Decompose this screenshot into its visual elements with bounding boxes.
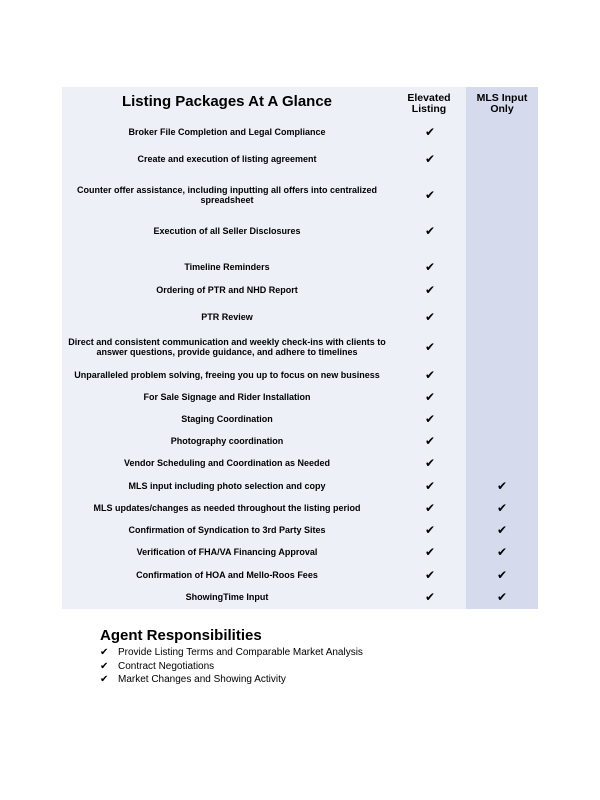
check-icon: ✔ [424,368,436,382]
table-title: Listing Packages At A Glance [121,93,333,110]
table-row [62,563,538,587]
agent-responsibility-item [100,646,500,660]
table-row [62,407,538,431]
row-label: MLS input including photo selection and copy [128,480,326,491]
row-label: Unparalleled problem solving, freeing you up to focus on new business [74,369,380,380]
agent-responsibility-text: Provide Listing Terms and Comparable Market Analysis [118,647,363,658]
agent-responsibilities [100,627,500,687]
table-row [62,451,538,475]
check-icon: ✔ [424,340,436,354]
check-icon: ✔ [424,188,436,202]
check-icon: ✔ [496,501,508,515]
check-icon: ✔ [424,125,436,139]
row-label: Direct and consistent communication and weekly check-ins with clients to answer questions, provide guidance, and adhere to timelines [68,336,386,357]
table-row [62,540,538,564]
row-label: MLS updates/changes as needed throughout the listing period [93,502,361,513]
row-label: Counter offer assistance, including inputting all offers into centralized spreadsheet [76,184,378,205]
table-row [62,255,538,279]
agent-responsibility-item [100,660,500,674]
table-row [62,120,538,144]
agent-responsibility-text: Contract Negotiations [118,660,215,672]
row-label: Vendor Scheduling and Coordination as Needed [123,457,331,468]
column-header-mls: MLS Input Only [476,92,528,115]
table-row [62,363,538,387]
check-icon: ✔ [100,660,109,672]
check-icon: ✔ [424,224,436,238]
check-icon: ✔ [424,523,436,537]
check-icon: ✔ [424,260,436,274]
check-icon: ✔ [424,479,436,493]
table-row [62,385,538,409]
check-icon: ✔ [100,647,109,658]
agent-responsibilities-title: Agent Responsibilities [100,627,262,644]
check-icon: ✔ [424,152,436,166]
table-row [62,147,538,171]
row-label: Photography coordination [170,435,284,446]
check-icon: ✔ [424,434,436,448]
listing-packages-table [62,87,538,609]
check-icon: ✔ [496,523,508,537]
row-label: PTR Review [201,311,253,322]
row-label: Verification of FHA/VA Financing Approval [136,546,318,557]
table-row [62,518,538,542]
check-icon: ✔ [496,568,508,582]
agent-responsibility-text: Market Changes and Showing Activity [118,674,286,685]
table-row [62,429,538,453]
row-label: Timeline Reminders [184,261,270,272]
row-label: Execution of all Seller Disclosures [153,225,301,236]
check-icon: ✔ [496,545,508,559]
row-label: Confirmation of Syndication to 3rd Party Sites [128,524,326,535]
table-row [62,219,538,243]
row-label: ShowingTime Input [185,591,269,602]
row-label: Broker File Completion and Legal Compliance [128,126,326,137]
row-label: Staging Coordination [181,413,273,424]
table-row [62,585,538,609]
check-icon: ✔ [424,283,436,297]
row-label: Create and execution of listing agreement [137,153,317,164]
check-icon: ✔ [424,310,436,324]
table-row [62,496,538,520]
check-icon: ✔ [424,590,436,604]
check-icon: ✔ [424,501,436,515]
agent-responsibility-item [100,673,500,687]
table-row [62,305,538,329]
check-icon: ✔ [496,479,508,493]
check-icon: ✔ [424,545,436,559]
check-icon: ✔ [100,674,109,685]
check-icon: ✔ [496,590,508,604]
row-label: Ordering of PTR and NHD Report [156,284,298,295]
check-icon: ✔ [424,456,436,470]
table-row [62,183,538,207]
check-icon: ✔ [424,412,436,426]
table-row [62,474,538,498]
table-row [62,335,538,359]
agent-responsibilities-list [100,646,500,687]
check-icon: ✔ [424,568,436,582]
table-row [62,278,538,302]
row-label: For Sale Signage and Rider Installation [143,391,311,402]
column-header-elevated: Elevated Listing [407,92,451,115]
check-icon: ✔ [424,390,436,404]
row-label: Confirmation of HOA and Mello-Roos Fees [136,569,318,580]
